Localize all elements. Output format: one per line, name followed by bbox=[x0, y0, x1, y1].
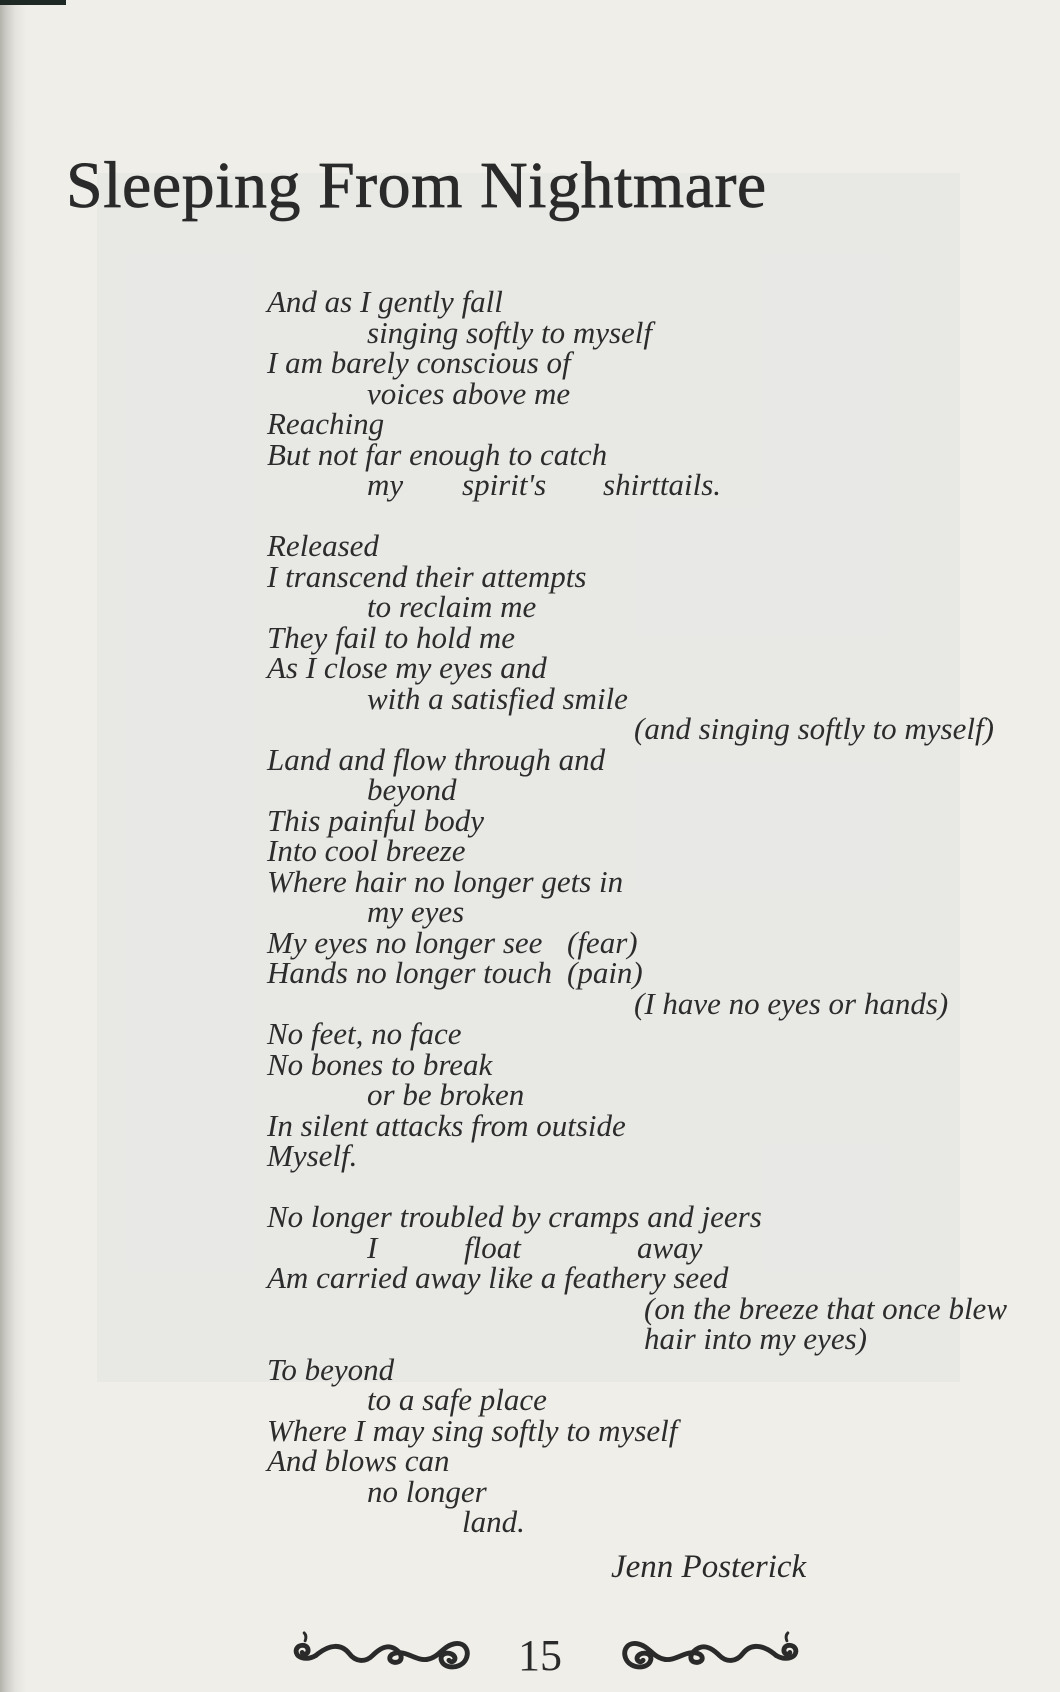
poem-line: to reclaim me bbox=[367, 589, 537, 624]
poem-line-aside: hair into my eyes) bbox=[644, 1321, 867, 1356]
poem-line: But not far enough to catch bbox=[267, 436, 608, 472]
poem-line: I am barely conscious of bbox=[267, 345, 571, 380]
scan-edge-mark bbox=[0, 0, 66, 5]
poem-line-spaced bbox=[267, 924, 1027, 960]
poem-line-spaced bbox=[267, 1229, 1027, 1265]
poem-line-segment: float bbox=[464, 1229, 521, 1265]
poem-line-segment: my bbox=[367, 467, 404, 502]
poem-line: This painful body bbox=[267, 802, 485, 838]
poem-line-aside: (and singing softly to myself) bbox=[634, 711, 994, 746]
poem-line-segment: spirit's bbox=[462, 467, 547, 502]
poem-line-segment: Hands no longer touch bbox=[267, 955, 553, 990]
poem-line: And blows can bbox=[267, 1443, 450, 1478]
poem-line: land. bbox=[462, 1504, 525, 1539]
poem-line: In silent attacks from outside bbox=[267, 1107, 626, 1143]
page-number: 15 bbox=[518, 1631, 562, 1680]
poem-line-segment: away bbox=[637, 1229, 703, 1265]
poem-line: with a satisfied smile bbox=[367, 680, 628, 716]
poem-body bbox=[267, 284, 1027, 1568]
poem-line: Myself. bbox=[267, 1138, 358, 1173]
poem-line: Land and flow through and bbox=[267, 741, 606, 777]
poem-line: voices above me bbox=[367, 375, 571, 411]
poem-line: Reaching bbox=[267, 406, 385, 441]
poem-line: To beyond bbox=[267, 1351, 395, 1387]
poem-line: Where I may sing softly to myself bbox=[267, 1412, 678, 1448]
poem-line-segment: My eyes no longer see bbox=[267, 924, 543, 960]
binding-shadow bbox=[0, 0, 26, 1692]
stanza-2 bbox=[267, 528, 1027, 1173]
poem-line: singing softly to myself bbox=[367, 314, 653, 350]
poem-line: And as I gently fall bbox=[267, 284, 503, 319]
poem-line: no longer bbox=[367, 1473, 487, 1509]
scroll-flourish-right-icon bbox=[615, 1630, 810, 1675]
poem-line-segment: I bbox=[367, 1229, 378, 1265]
poem-line-segment: (fear) bbox=[567, 924, 638, 960]
poem-line: my eyes bbox=[367, 894, 465, 929]
poem-line-spaced bbox=[267, 955, 1027, 990]
poem-line: As I close my eyes and bbox=[267, 650, 547, 685]
poem-line: I transcend their attempts bbox=[267, 558, 587, 594]
poem-line-segment: shirttails. bbox=[603, 467, 722, 502]
scroll-flourish-left-icon bbox=[284, 1630, 475, 1675]
poem-line: They fail to hold me bbox=[267, 619, 515, 655]
author-signature: Jenn Posterick bbox=[611, 1549, 807, 1585]
poem-line: or be broken bbox=[367, 1077, 525, 1112]
stanza-3 bbox=[267, 1199, 1027, 1539]
poem-line: Released bbox=[267, 528, 379, 563]
poem-line: beyond bbox=[367, 772, 457, 807]
poem-title: Sleeping From Nightmare bbox=[66, 149, 767, 222]
poem-line: No feet, no face bbox=[267, 1016, 462, 1051]
poem-line: Where hair no longer gets in bbox=[267, 863, 624, 899]
poem-line: Am carried away like a feathery seed bbox=[267, 1260, 729, 1295]
poem-line: No longer troubled by cramps and jeers bbox=[267, 1199, 762, 1234]
stanza-1 bbox=[267, 284, 1027, 502]
poem-line-spaced bbox=[267, 467, 1027, 502]
poem-line-segment: (pain) bbox=[567, 955, 643, 990]
poem-line: Into cool breeze bbox=[267, 833, 466, 868]
poem-line: to a safe place bbox=[367, 1382, 547, 1417]
poem-line-aside: (I have no eyes or hands) bbox=[634, 985, 949, 1021]
poem-line-aside: (on the breeze that once blew bbox=[644, 1290, 1007, 1326]
poem-line: No bones to break bbox=[267, 1046, 493, 1082]
